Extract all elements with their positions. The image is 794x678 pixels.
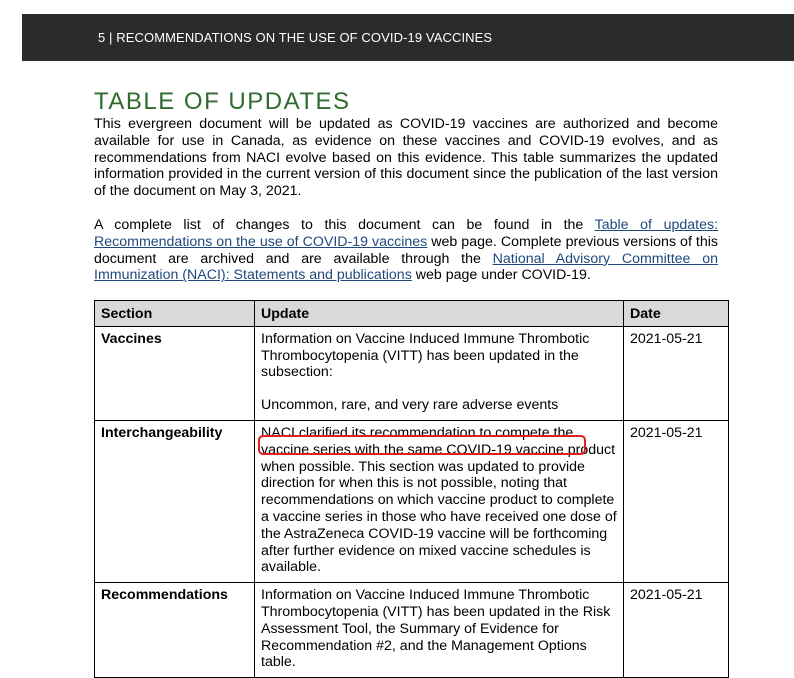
table-row [95,420,729,582]
row-update [255,420,624,582]
row-update-subsection: Uncommon, rare, and very rare adverse events [261,397,559,414]
changes-text-prefix: A complete list of changes to this document can be found in the [94,217,595,233]
row-update [255,326,624,420]
row-section: Interchangeability [95,420,255,582]
naci-statements-link[interactable]: National Advisory Committee on Immunization (NACI): Statements and publications [94,250,718,284]
row-update-text: NACI clarified its recommendation to compete the vaccine series with the same COVID-19 vaccine product when possible. This section was updated to provide direction for when this is not possible, noting that recommendations on which vaccine product to complete a vaccine series in those who have received one dose of the AstraZeneca COVID-19 vaccine will be forthcoming after further evidence on mixed vaccine schedules is available. [261,424,617,576]
table-of-updates-link[interactable]: Table of updates: Recommendations on the use of COVID-19 vaccines [94,217,719,250]
column-header-section: Section [95,301,255,327]
page-title: TABLE OF UPDATES [94,88,351,115]
intro-paragraph: This evergreen document will be updated as COVID-19 vaccines are authorized and become available for use in Canada, as evidence on these vaccines and COVID-19 evolves, and as recommendations from NACI evolve based on this evidence. This table summarizes the updated information provided in the current version of this document since the publication of the last version of the document on May 3, 2021. [94,116,718,200]
row-update-text: Information on Vaccine Induced Immune Thrombotic Thrombocytopenia (VITT) has been updated in the Risk Assessment Tool, the Summary of Evidence for Recommendation #2, and the Management Options table. [261,587,611,671]
row-date: 2021-05-21 [624,326,729,420]
changes-text-middle: web page. Complete previous versions of this document are archived and are available through the [94,233,718,267]
changes-text-suffix: web page under COVID-19. [411,267,591,284]
page-header-text: 5 | RECOMMENDATIONS ON THE USE OF COVID-19 VACCINES [98,30,493,45]
table-row [95,326,729,420]
column-header-date: Date [624,301,729,327]
row-update [255,583,624,678]
row-date: 2021-05-21 [624,420,729,582]
row-update-text: Information on Vaccine Induced Immune Thrombotic Thrombocytopenia (VITT) has been updated in the subsection: [261,330,590,381]
row-section: Vaccines [95,326,255,420]
table-row [95,583,729,678]
changes-paragraph [94,217,718,284]
page-header-bar [22,14,794,61]
updates-table [94,300,729,678]
table-header-row [95,301,729,327]
row-section: Recommendations [95,583,255,678]
row-date: 2021-05-21 [624,583,729,678]
column-header-update: Update [255,301,624,327]
